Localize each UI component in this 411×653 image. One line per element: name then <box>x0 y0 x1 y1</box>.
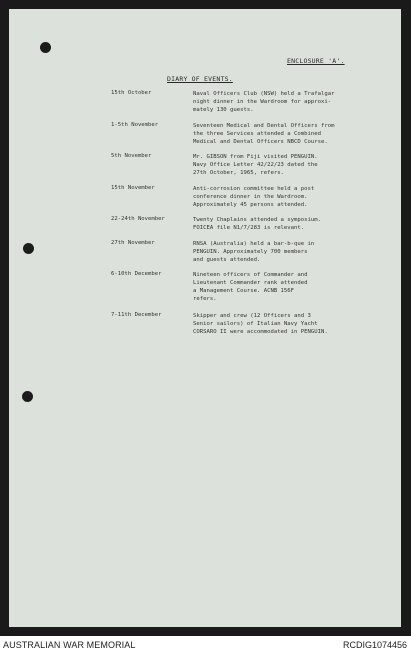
punch-hole <box>23 243 34 254</box>
entry-date: 1-5th November <box>111 122 159 128</box>
entry-text: Anti-corrosion committee held a post conference dinner in the Wardroom. Approximately 45 persons attended. <box>193 186 315 209</box>
document-title: DIARY OF EVENTS. <box>167 75 233 83</box>
entry-text: RNSA (Australia) held a bar-b-que in PENGUIN. Approximately 700 members and guests attended. <box>193 241 315 264</box>
entry-text: Nineteen officers of Commander and Lieutenant Commander rank attended a Management Course. ACNB 156F refers. <box>193 272 308 303</box>
footer-institution: AUSTRALIAN WAR MEMORIAL <box>3 640 136 650</box>
entry-date: 5th November <box>111 153 152 159</box>
entry-date: 15th October <box>111 90 152 96</box>
punch-hole <box>40 42 51 53</box>
entry-text: Mr. GIBSON from Fiji visited PENGUIN. Navy Office Letter 42/22/23 dated the 27th October, 1965, refers. <box>193 154 318 177</box>
entry-date: 22-24th November <box>111 216 165 222</box>
entry-date: 6-10th December <box>111 271 162 277</box>
entry-text: Skipper and crew (12 Officers and 3 Senior sailors) of Italian Navy Yacht CORSARO II were accommodated in PENGUIN. <box>193 313 328 336</box>
punch-hole <box>22 391 33 402</box>
entry-text: Seventeen Medical and Dental Officers from the three Services attended a Combined Medical and Dental Officers NBCD Course. <box>193 123 335 146</box>
entry-date: 27th November <box>111 240 155 246</box>
entry-text: Naval Officers Club (NSW) held a Trafalgar night dinner in the Wardroom for approxi- mately 130 guests. <box>193 91 335 114</box>
entry-date: 7-11th December <box>111 312 162 318</box>
footer-record-id: RCDIG1074456 <box>342 640 407 650</box>
document-page <box>9 9 401 627</box>
entry-date: 15th November <box>111 185 155 191</box>
enclosure-label: ENCLOSURE 'A'. <box>287 57 345 65</box>
archive-footer <box>0 636 411 653</box>
entry-text: Twenty Chaplains attended a symposium. FOICEA file N1/7/283 is relevant. <box>193 217 321 232</box>
